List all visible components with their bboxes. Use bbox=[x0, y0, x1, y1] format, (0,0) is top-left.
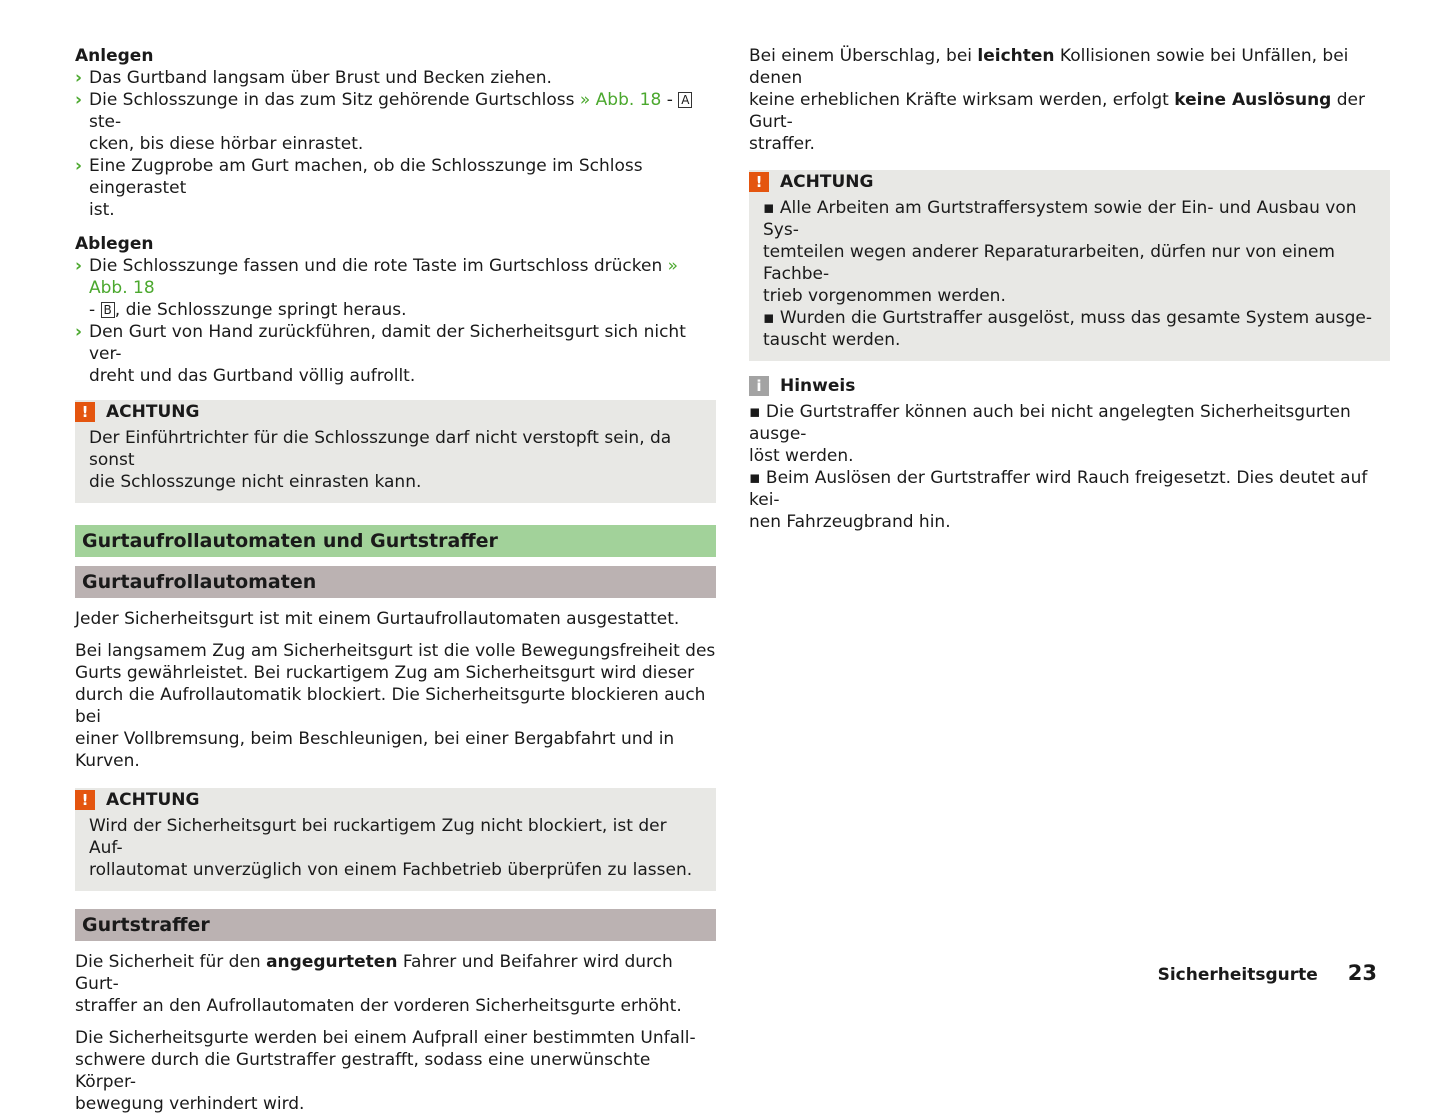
paragraph: Die Sicherheit für den angegurteten Fahrer und Beifahrer wird durch Gurt- straffer an den Aufrollautomaten der vorderen Sicherheitsgurte erhöht. bbox=[75, 952, 682, 1016]
chevron-icon: › bbox=[75, 256, 83, 276]
section-heading: Gurtaufrollautomaten und Gurtstraffer bbox=[75, 525, 716, 557]
label-b-box: B bbox=[101, 302, 115, 318]
paragraph: Bei einem Überschlag, bei leichten Kollisionen sowie bei Unfällen, bei denen keine erheblichen Kräfte wirksam werden, erfolgt keine Auslösung der Gurt- straffer. bbox=[749, 46, 1366, 154]
warning-box-1: ! ACHTUNG Der Einführtrichter für die Schlosszunge darf nicht verstopft sein, da sonst die Schlosszunge nicht einrasten kann. bbox=[75, 400, 716, 503]
page-footer bbox=[1158, 962, 1377, 986]
ablegen-heading: Ablegen bbox=[75, 234, 154, 254]
paragraph: Bei langsamem Zug am Sicherheitsgurt ist die volle Bewegungsfreiheit des Gurts gewährleistet. Bei ruckartigem Zug am Sicherheitsgurt wird dieser durch die Aufrollautomatik blockiert. Die Sicherheitsgurte blockieren auch bei einer Vollbremsung, beim Beschleunigen, bei einer Bergabfahrt und in Kurven. bbox=[75, 641, 716, 771]
subsection-heading-pretensioner: Gurtstraffer bbox=[75, 909, 716, 941]
ablegen-step-1: › Die Schlosszunge fassen und die rote Taste im Gurtschloss drücken » Abb. 18 - B , die Schlosszunge springt heraus. bbox=[75, 256, 679, 320]
subsection-heading-retractor: Gurtaufrollautomaten bbox=[75, 566, 716, 598]
chevron-icon: › bbox=[75, 322, 83, 342]
footer-section-title: Sicherheitsgurte bbox=[1157, 965, 1318, 985]
anlegen-step-2: › Die Schlosszunge in das zum Sitz gehörende Gurtschloss » Abb. 18 - A ste- cken, bis diese hörbar einrastet. bbox=[75, 89, 716, 155]
warning-box-2: ! ACHTUNG Wird der Sicherheitsgurt bei ruckartigem Zug nicht blockiert, ist der Auf- rollautomat unverzüglich von einem Fachbetrieb überprüfen zu lassen. bbox=[75, 788, 716, 891]
note-box: i Hinweis ▪ Die Gurtstraffer können auch bei nicht angelegten Sicherheitsgurten ausge- löst werden. ▪ Beim Auslösen der Gurtstraffer wird Rauch freigesetzt. Dies deutet auf kei- nen Fahrzeugbrand hin. bbox=[749, 375, 1390, 533]
warning-icon: ! bbox=[75, 402, 95, 422]
chevron-icon: › bbox=[75, 90, 83, 110]
chevron-icon: › bbox=[75, 68, 83, 88]
warning-box-3: ! ACHTUNG ▪ Alle Arbeiten am Gurtstraffersystem sowie der Ein- und Ausbau von Sys- temteilen wegen anderer Reparaturarbeiten, dürfen nur von einem Fachbe- trieb vorgenommen werden. ▪ Wurden die Gurtstraffer ausgelöst, muss das gesamte System ausge- tauscht werden. bbox=[749, 170, 1390, 361]
note-title: i Hinweis bbox=[749, 375, 1390, 397]
figure-link[interactable]: » Abb. 18 bbox=[579, 90, 662, 110]
figure-link[interactable]: » Abb. 18 bbox=[89, 256, 679, 298]
page-number: 23 bbox=[1347, 961, 1377, 985]
anlegen-step-3: › Eine Zugprobe am Gurt machen, ob die Schlosszunge im Schloss eingerastet ist. bbox=[75, 156, 643, 220]
warning-icon: ! bbox=[749, 172, 769, 192]
label-a-box: A bbox=[678, 92, 692, 108]
right-column bbox=[749, 45, 1390, 533]
warning-title: ! ACHTUNG bbox=[75, 788, 702, 811]
warning-title: ! ACHTUNG bbox=[75, 400, 702, 423]
warning-icon: ! bbox=[75, 790, 95, 810]
left-column bbox=[75, 45, 716, 1115]
warning-title: ! ACHTUNG bbox=[749, 170, 1376, 193]
info-icon: i bbox=[749, 376, 769, 396]
paragraph: Jeder Sicherheitsgurt ist mit einem Gurtaufrollautomaten ausgestattet. bbox=[75, 609, 680, 629]
anlegen-step-1: › Das Gurtband langsam über Brust und Becken ziehen. bbox=[75, 68, 552, 88]
ablegen-step-2: › Den Gurt von Hand zurückführen, damit der Sicherheitsgurt sich nicht ver- dreht und das Gurtband völlig aufrollt. bbox=[75, 322, 686, 386]
anlegen-heading: Anlegen bbox=[75, 46, 154, 66]
chevron-icon: › bbox=[75, 156, 83, 176]
paragraph: Die Sicherheitsgurte werden bei einem Aufprall einer bestimmten Unfall- schwere durch die Gurtstraffer gestrafft, sodass eine unerwünschte Körper- bewegung verhindert wird. bbox=[75, 1028, 696, 1114]
